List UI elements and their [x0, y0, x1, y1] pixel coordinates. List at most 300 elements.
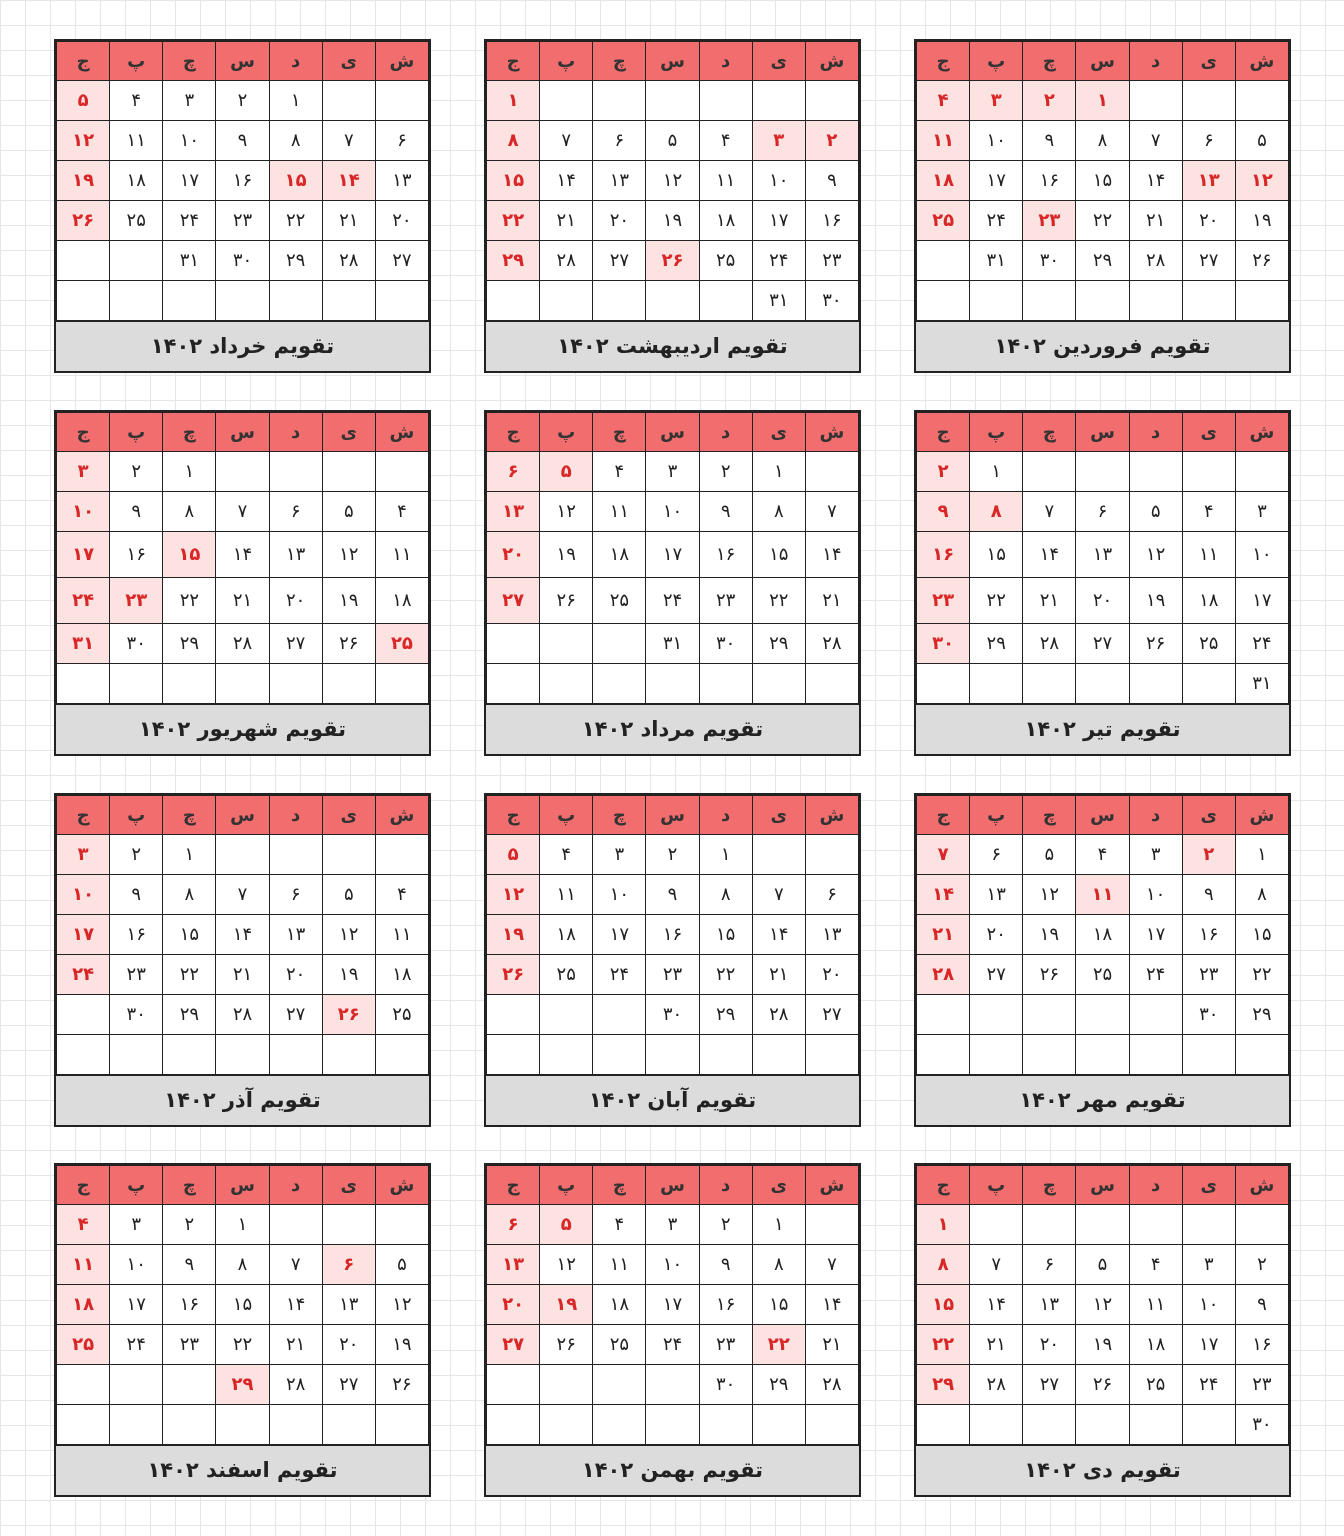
- day-cell[interactable]: ۲: [805, 121, 858, 161]
- day-cell[interactable]: ۲۸: [540, 241, 593, 281]
- day-cell[interactable]: ۲۶: [322, 995, 375, 1035]
- day-cell[interactable]: ۲۰: [1023, 1325, 1076, 1365]
- day-cell[interactable]: [805, 452, 858, 492]
- day-cell[interactable]: ۱۷: [1129, 915, 1182, 955]
- day-cell[interactable]: ۲۹: [917, 1365, 970, 1405]
- day-cell[interactable]: ۱۶: [110, 915, 163, 955]
- day-cell[interactable]: ۱۴: [1129, 161, 1182, 201]
- day-cell[interactable]: ۲۶: [1023, 955, 1076, 995]
- day-cell[interactable]: [917, 995, 970, 1035]
- day-cell[interactable]: [540, 1365, 593, 1405]
- day-cell[interactable]: ۵: [322, 492, 375, 532]
- day-cell[interactable]: ۱: [163, 452, 216, 492]
- day-cell[interactable]: [917, 281, 970, 321]
- day-cell[interactable]: [1182, 1035, 1235, 1075]
- day-cell[interactable]: ۲: [110, 835, 163, 875]
- day-cell[interactable]: [1076, 995, 1129, 1035]
- day-cell[interactable]: ۸: [752, 492, 805, 532]
- day-cell[interactable]: ۱۰: [163, 121, 216, 161]
- day-cell[interactable]: [1129, 1405, 1182, 1445]
- day-cell[interactable]: [1076, 281, 1129, 321]
- day-cell[interactable]: ۸: [1235, 875, 1288, 915]
- day-cell[interactable]: ۲۲: [970, 578, 1023, 624]
- day-cell[interactable]: ۱۹: [540, 1285, 593, 1325]
- day-cell[interactable]: [487, 1365, 540, 1405]
- day-cell[interactable]: ۲۲: [487, 201, 540, 241]
- day-cell[interactable]: ۲۶: [646, 241, 699, 281]
- day-cell[interactable]: [699, 1035, 752, 1075]
- day-cell[interactable]: ۱۸: [917, 161, 970, 201]
- day-cell[interactable]: ۲۸: [269, 1365, 322, 1405]
- day-cell[interactable]: ۲۵: [375, 624, 428, 664]
- day-cell[interactable]: [1182, 664, 1235, 704]
- day-cell[interactable]: ۹: [163, 1245, 216, 1285]
- day-cell[interactable]: ۱۲: [646, 161, 699, 201]
- day-cell[interactable]: [805, 835, 858, 875]
- day-cell[interactable]: ۲۴: [1182, 1365, 1235, 1405]
- day-cell[interactable]: ۱۶: [917, 532, 970, 578]
- day-cell[interactable]: [487, 281, 540, 321]
- day-cell[interactable]: ۲: [1023, 81, 1076, 121]
- day-cell[interactable]: ۹: [699, 492, 752, 532]
- day-cell[interactable]: ۲۲: [1235, 955, 1288, 995]
- day-cell[interactable]: ۳: [970, 81, 1023, 121]
- day-cell[interactable]: ۷: [1129, 121, 1182, 161]
- day-cell[interactable]: ۷: [917, 835, 970, 875]
- day-cell[interactable]: ۳۱: [646, 624, 699, 664]
- day-cell[interactable]: [805, 81, 858, 121]
- day-cell[interactable]: ۱۷: [110, 1285, 163, 1325]
- day-cell[interactable]: ۶: [269, 875, 322, 915]
- day-cell[interactable]: ۷: [805, 492, 858, 532]
- day-cell[interactable]: [1235, 281, 1288, 321]
- day-cell[interactable]: ۹: [110, 875, 163, 915]
- day-cell[interactable]: ۵: [540, 1205, 593, 1245]
- day-cell[interactable]: ۱۸: [375, 578, 428, 624]
- day-cell[interactable]: ۳۰: [110, 624, 163, 664]
- day-cell[interactable]: [110, 281, 163, 321]
- day-cell[interactable]: ۲۵: [110, 201, 163, 241]
- day-cell[interactable]: ۴: [1182, 492, 1235, 532]
- day-cell[interactable]: ۳۰: [805, 281, 858, 321]
- day-cell[interactable]: ۱۴: [216, 915, 269, 955]
- day-cell[interactable]: [540, 995, 593, 1035]
- day-cell[interactable]: ۲۰: [322, 1325, 375, 1365]
- day-cell[interactable]: ۲۴: [646, 578, 699, 624]
- day-cell[interactable]: [593, 1405, 646, 1445]
- day-cell[interactable]: ۲۴: [752, 241, 805, 281]
- day-cell[interactable]: [216, 664, 269, 704]
- day-cell[interactable]: ۱۱: [375, 532, 428, 578]
- day-cell[interactable]: [1076, 452, 1129, 492]
- day-cell[interactable]: ۲۵: [57, 1325, 110, 1365]
- day-cell[interactable]: ۱۱: [699, 161, 752, 201]
- day-cell[interactable]: [487, 1405, 540, 1445]
- day-cell[interactable]: ۳۱: [970, 241, 1023, 281]
- day-cell[interactable]: ۱۱: [1182, 532, 1235, 578]
- day-cell[interactable]: [805, 1035, 858, 1075]
- day-cell[interactable]: [163, 1365, 216, 1405]
- day-cell[interactable]: ۱۹: [487, 915, 540, 955]
- day-cell[interactable]: [487, 995, 540, 1035]
- day-cell[interactable]: ۲۰: [487, 532, 540, 578]
- day-cell[interactable]: [216, 1035, 269, 1075]
- day-cell[interactable]: ۸: [163, 875, 216, 915]
- day-cell[interactable]: ۲۷: [970, 955, 1023, 995]
- day-cell[interactable]: ۲۱: [752, 955, 805, 995]
- day-cell[interactable]: ۴: [57, 1205, 110, 1245]
- day-cell[interactable]: ۱: [216, 1205, 269, 1245]
- day-cell[interactable]: ۱۷: [1235, 578, 1288, 624]
- day-cell[interactable]: ۲۴: [57, 578, 110, 624]
- day-cell[interactable]: ۳۰: [1182, 995, 1235, 1035]
- day-cell[interactable]: ۲۴: [646, 1325, 699, 1365]
- day-cell[interactable]: ۲۶: [57, 201, 110, 241]
- day-cell[interactable]: ۴: [593, 1205, 646, 1245]
- day-cell[interactable]: ۱۱: [593, 492, 646, 532]
- day-cell[interactable]: ۸: [487, 121, 540, 161]
- day-cell[interactable]: ۵: [1023, 835, 1076, 875]
- day-cell[interactable]: ۲: [1182, 835, 1235, 875]
- day-cell[interactable]: ۳۱: [1235, 664, 1288, 704]
- day-cell[interactable]: [699, 281, 752, 321]
- day-cell[interactable]: ۵: [540, 452, 593, 492]
- day-cell[interactable]: ۲۰: [593, 201, 646, 241]
- day-cell[interactable]: ۲۴: [593, 955, 646, 995]
- day-cell[interactable]: [375, 835, 428, 875]
- day-cell[interactable]: ۲۱: [805, 1325, 858, 1365]
- day-cell[interactable]: [375, 1205, 428, 1245]
- day-cell[interactable]: ۱۹: [322, 578, 375, 624]
- day-cell[interactable]: [487, 1035, 540, 1075]
- day-cell[interactable]: ۴: [917, 81, 970, 121]
- day-cell[interactable]: ۲۸: [1129, 241, 1182, 281]
- day-cell[interactable]: ۲۵: [593, 1325, 646, 1365]
- day-cell[interactable]: [752, 81, 805, 121]
- day-cell[interactable]: ۳: [57, 452, 110, 492]
- day-cell[interactable]: ۲۸: [970, 1365, 1023, 1405]
- day-cell[interactable]: ۲۲: [269, 201, 322, 241]
- day-cell[interactable]: ۱۱: [57, 1245, 110, 1285]
- day-cell[interactable]: ۳: [163, 81, 216, 121]
- day-cell[interactable]: ۲: [216, 81, 269, 121]
- day-cell[interactable]: ۳۰: [216, 241, 269, 281]
- day-cell[interactable]: ۲۷: [1023, 1365, 1076, 1405]
- day-cell[interactable]: [646, 664, 699, 704]
- day-cell[interactable]: ۲۹: [163, 995, 216, 1035]
- day-cell[interactable]: ۱۶: [216, 161, 269, 201]
- day-cell[interactable]: ۲: [917, 452, 970, 492]
- day-cell[interactable]: [322, 1205, 375, 1245]
- day-cell[interactable]: [593, 281, 646, 321]
- day-cell[interactable]: ۲۱: [805, 578, 858, 624]
- day-cell[interactable]: ۱۱: [1129, 1285, 1182, 1325]
- day-cell[interactable]: [1129, 995, 1182, 1035]
- day-cell[interactable]: [1076, 664, 1129, 704]
- day-cell[interactable]: ۱۴: [970, 1285, 1023, 1325]
- day-cell[interactable]: ۲۶: [1235, 241, 1288, 281]
- day-cell[interactable]: ۲۱: [1129, 201, 1182, 241]
- day-cell[interactable]: ۱۳: [593, 161, 646, 201]
- day-cell[interactable]: [1023, 281, 1076, 321]
- day-cell[interactable]: ۱۵: [269, 161, 322, 201]
- day-cell[interactable]: ۲۹: [163, 624, 216, 664]
- day-cell[interactable]: ۱: [1076, 81, 1129, 121]
- day-cell[interactable]: ۱۲: [375, 1285, 428, 1325]
- day-cell[interactable]: ۴: [1129, 1245, 1182, 1285]
- day-cell[interactable]: ۲۷: [1182, 241, 1235, 281]
- day-cell[interactable]: ۹: [646, 875, 699, 915]
- day-cell[interactable]: ۳: [593, 835, 646, 875]
- day-cell[interactable]: ۱۵: [1076, 161, 1129, 201]
- day-cell[interactable]: ۲۰: [487, 1285, 540, 1325]
- day-cell[interactable]: [1023, 1405, 1076, 1445]
- day-cell[interactable]: ۲۳: [1023, 201, 1076, 241]
- day-cell[interactable]: ۱۴: [540, 161, 593, 201]
- day-cell[interactable]: ۶: [322, 1245, 375, 1285]
- day-cell[interactable]: ۱۶: [699, 532, 752, 578]
- day-cell[interactable]: [57, 995, 110, 1035]
- day-cell[interactable]: ۱۹: [322, 955, 375, 995]
- day-cell[interactable]: ۳۰: [699, 1365, 752, 1405]
- day-cell[interactable]: ۱۲: [57, 121, 110, 161]
- day-cell[interactable]: ۳۱: [57, 624, 110, 664]
- day-cell[interactable]: ۱۲: [322, 915, 375, 955]
- day-cell[interactable]: ۱۲: [322, 532, 375, 578]
- day-cell[interactable]: ۴: [540, 835, 593, 875]
- day-cell[interactable]: ۱۶: [646, 915, 699, 955]
- day-cell[interactable]: [375, 1035, 428, 1075]
- day-cell[interactable]: ۲۳: [699, 578, 752, 624]
- day-cell[interactable]: ۱۰: [1235, 532, 1288, 578]
- day-cell[interactable]: ۷: [216, 875, 269, 915]
- day-cell[interactable]: ۳۱: [163, 241, 216, 281]
- day-cell[interactable]: [216, 452, 269, 492]
- day-cell[interactable]: ۲۷: [593, 241, 646, 281]
- day-cell[interactable]: ۲۲: [699, 955, 752, 995]
- day-cell[interactable]: ۹: [110, 492, 163, 532]
- day-cell[interactable]: ۱۸: [375, 955, 428, 995]
- day-cell[interactable]: ۲۰: [805, 955, 858, 995]
- day-cell[interactable]: [269, 1035, 322, 1075]
- day-cell[interactable]: ۱۶: [1023, 161, 1076, 201]
- day-cell[interactable]: [216, 835, 269, 875]
- day-cell[interactable]: [917, 1405, 970, 1445]
- day-cell[interactable]: ۲۰: [970, 915, 1023, 955]
- day-cell[interactable]: ۴: [699, 121, 752, 161]
- day-cell[interactable]: ۵: [487, 835, 540, 875]
- day-cell[interactable]: [57, 664, 110, 704]
- day-cell[interactable]: [375, 281, 428, 321]
- day-cell[interactable]: ۳: [646, 452, 699, 492]
- day-cell[interactable]: ۲۹: [699, 995, 752, 1035]
- day-cell[interactable]: ۷: [1023, 492, 1076, 532]
- day-cell[interactable]: ۱۰: [970, 121, 1023, 161]
- day-cell[interactable]: ۷: [752, 875, 805, 915]
- day-cell[interactable]: ۲۹: [970, 624, 1023, 664]
- day-cell[interactable]: ۲۳: [1182, 955, 1235, 995]
- day-cell[interactable]: ۸: [216, 1245, 269, 1285]
- day-cell[interactable]: ۱: [970, 452, 1023, 492]
- day-cell[interactable]: [110, 1405, 163, 1445]
- day-cell[interactable]: [57, 1365, 110, 1405]
- day-cell[interactable]: ۱۱: [593, 1245, 646, 1285]
- day-cell[interactable]: ۶: [487, 1205, 540, 1245]
- day-cell[interactable]: [805, 1405, 858, 1445]
- day-cell[interactable]: ۲۷: [269, 624, 322, 664]
- day-cell[interactable]: ۲۹: [269, 241, 322, 281]
- day-cell[interactable]: ۲: [699, 452, 752, 492]
- day-cell[interactable]: [540, 281, 593, 321]
- day-cell[interactable]: ۲۲: [163, 578, 216, 624]
- day-cell[interactable]: ۶: [487, 452, 540, 492]
- day-cell[interactable]: [1129, 281, 1182, 321]
- day-cell[interactable]: [163, 1405, 216, 1445]
- day-cell[interactable]: ۱۲: [487, 875, 540, 915]
- day-cell[interactable]: ۱۶: [110, 532, 163, 578]
- day-cell[interactable]: ۱۲: [1129, 532, 1182, 578]
- day-cell[interactable]: [752, 1035, 805, 1075]
- day-cell[interactable]: ۲۴: [163, 201, 216, 241]
- day-cell[interactable]: ۹: [917, 492, 970, 532]
- day-cell[interactable]: [1129, 81, 1182, 121]
- day-cell[interactable]: ۲: [646, 835, 699, 875]
- day-cell[interactable]: ۹: [216, 121, 269, 161]
- day-cell[interactable]: ۲۳: [110, 578, 163, 624]
- day-cell[interactable]: [57, 1035, 110, 1075]
- day-cell[interactable]: ۳: [1182, 1245, 1235, 1285]
- day-cell[interactable]: ۳: [57, 835, 110, 875]
- day-cell[interactable]: ۱۸: [699, 201, 752, 241]
- day-cell[interactable]: ۱۴: [752, 915, 805, 955]
- day-cell[interactable]: [269, 1205, 322, 1245]
- day-cell[interactable]: [269, 664, 322, 704]
- day-cell[interactable]: ۶: [593, 121, 646, 161]
- day-cell[interactable]: ۱۸: [57, 1285, 110, 1325]
- day-cell[interactable]: ۱: [1235, 835, 1288, 875]
- day-cell[interactable]: ۲۱: [970, 1325, 1023, 1365]
- day-cell[interactable]: ۱: [917, 1205, 970, 1245]
- day-cell[interactable]: ۳: [110, 1205, 163, 1245]
- day-cell[interactable]: ۲: [163, 1205, 216, 1245]
- day-cell[interactable]: [322, 281, 375, 321]
- day-cell[interactable]: ۲۸: [805, 1365, 858, 1405]
- day-cell[interactable]: [1023, 452, 1076, 492]
- day-cell[interactable]: [1023, 664, 1076, 704]
- day-cell[interactable]: ۳: [1235, 492, 1288, 532]
- day-cell[interactable]: ۱۴: [1023, 532, 1076, 578]
- day-cell[interactable]: ۱۷: [57, 532, 110, 578]
- day-cell[interactable]: ۸: [1076, 121, 1129, 161]
- day-cell[interactable]: ۱۱: [540, 875, 593, 915]
- day-cell[interactable]: ۲۳: [1235, 1365, 1288, 1405]
- day-cell[interactable]: ۱۹: [1129, 578, 1182, 624]
- day-cell[interactable]: ۱۵: [970, 532, 1023, 578]
- day-cell[interactable]: ۵: [322, 875, 375, 915]
- day-cell[interactable]: ۲۶: [1076, 1365, 1129, 1405]
- day-cell[interactable]: ۶: [1182, 121, 1235, 161]
- day-cell[interactable]: ۲۵: [1076, 955, 1129, 995]
- day-cell[interactable]: ۲۹: [487, 241, 540, 281]
- day-cell[interactable]: ۹: [805, 161, 858, 201]
- day-cell[interactable]: ۲۷: [1076, 624, 1129, 664]
- day-cell[interactable]: ۲۸: [216, 624, 269, 664]
- day-cell[interactable]: [322, 1035, 375, 1075]
- day-cell[interactable]: ۵: [1129, 492, 1182, 532]
- day-cell[interactable]: ۱۸: [1076, 915, 1129, 955]
- day-cell[interactable]: ۲۹: [216, 1365, 269, 1405]
- day-cell[interactable]: ۱۳: [487, 1245, 540, 1285]
- day-cell[interactable]: ۲۲: [216, 1325, 269, 1365]
- day-cell[interactable]: ۲۸: [917, 955, 970, 995]
- day-cell[interactable]: [593, 81, 646, 121]
- day-cell[interactable]: ۲۴: [1235, 624, 1288, 664]
- day-cell[interactable]: ۱: [699, 835, 752, 875]
- day-cell[interactable]: ۱۰: [593, 875, 646, 915]
- day-cell[interactable]: ۲۱: [269, 1325, 322, 1365]
- day-cell[interactable]: ۲۷: [805, 995, 858, 1035]
- day-cell[interactable]: [375, 452, 428, 492]
- day-cell[interactable]: ۲۰: [1182, 201, 1235, 241]
- day-cell[interactable]: ۱۸: [593, 532, 646, 578]
- day-cell[interactable]: [163, 664, 216, 704]
- day-cell[interactable]: ۱۶: [1235, 1325, 1288, 1365]
- day-cell[interactable]: ۷: [269, 1245, 322, 1285]
- day-cell[interactable]: [1076, 1205, 1129, 1245]
- day-cell[interactable]: ۱۴: [805, 532, 858, 578]
- day-cell[interactable]: ۱۳: [1182, 161, 1235, 201]
- day-cell[interactable]: ۴: [1076, 835, 1129, 875]
- day-cell[interactable]: ۱۴: [322, 161, 375, 201]
- day-cell[interactable]: [646, 281, 699, 321]
- day-cell[interactable]: [540, 664, 593, 704]
- day-cell[interactable]: ۲۷: [322, 1365, 375, 1405]
- day-cell[interactable]: ۱۴: [917, 875, 970, 915]
- day-cell[interactable]: ۱۲: [1023, 875, 1076, 915]
- day-cell[interactable]: [375, 1405, 428, 1445]
- day-cell[interactable]: ۲۰: [269, 955, 322, 995]
- day-cell[interactable]: ۱۷: [752, 201, 805, 241]
- day-cell[interactable]: ۱۷: [57, 915, 110, 955]
- day-cell[interactable]: [1129, 452, 1182, 492]
- day-cell[interactable]: ۲۱: [322, 201, 375, 241]
- day-cell[interactable]: [110, 1365, 163, 1405]
- day-cell[interactable]: [805, 664, 858, 704]
- day-cell[interactable]: [57, 241, 110, 281]
- day-cell[interactable]: ۱۳: [805, 915, 858, 955]
- day-cell[interactable]: ۱۷: [970, 161, 1023, 201]
- day-cell[interactable]: ۲۶: [1129, 624, 1182, 664]
- day-cell[interactable]: ۱۲: [540, 492, 593, 532]
- day-cell[interactable]: ۷: [216, 492, 269, 532]
- day-cell[interactable]: ۱۵: [699, 915, 752, 955]
- day-cell[interactable]: ۱۲: [540, 1245, 593, 1285]
- day-cell[interactable]: ۳: [1129, 835, 1182, 875]
- day-cell[interactable]: ۶: [375, 121, 428, 161]
- day-cell[interactable]: ۲۱: [540, 201, 593, 241]
- day-cell[interactable]: [1235, 81, 1288, 121]
- day-cell[interactable]: ۱۰: [110, 1245, 163, 1285]
- day-cell[interactable]: ۱۳: [322, 1285, 375, 1325]
- day-cell[interactable]: ۲: [1235, 1245, 1288, 1285]
- day-cell[interactable]: [1129, 1035, 1182, 1075]
- day-cell[interactable]: ۱: [487, 81, 540, 121]
- day-cell[interactable]: [540, 81, 593, 121]
- day-cell[interactable]: [322, 835, 375, 875]
- day-cell[interactable]: ۱۰: [57, 492, 110, 532]
- day-cell[interactable]: ۱: [752, 1205, 805, 1245]
- day-cell[interactable]: [970, 1035, 1023, 1075]
